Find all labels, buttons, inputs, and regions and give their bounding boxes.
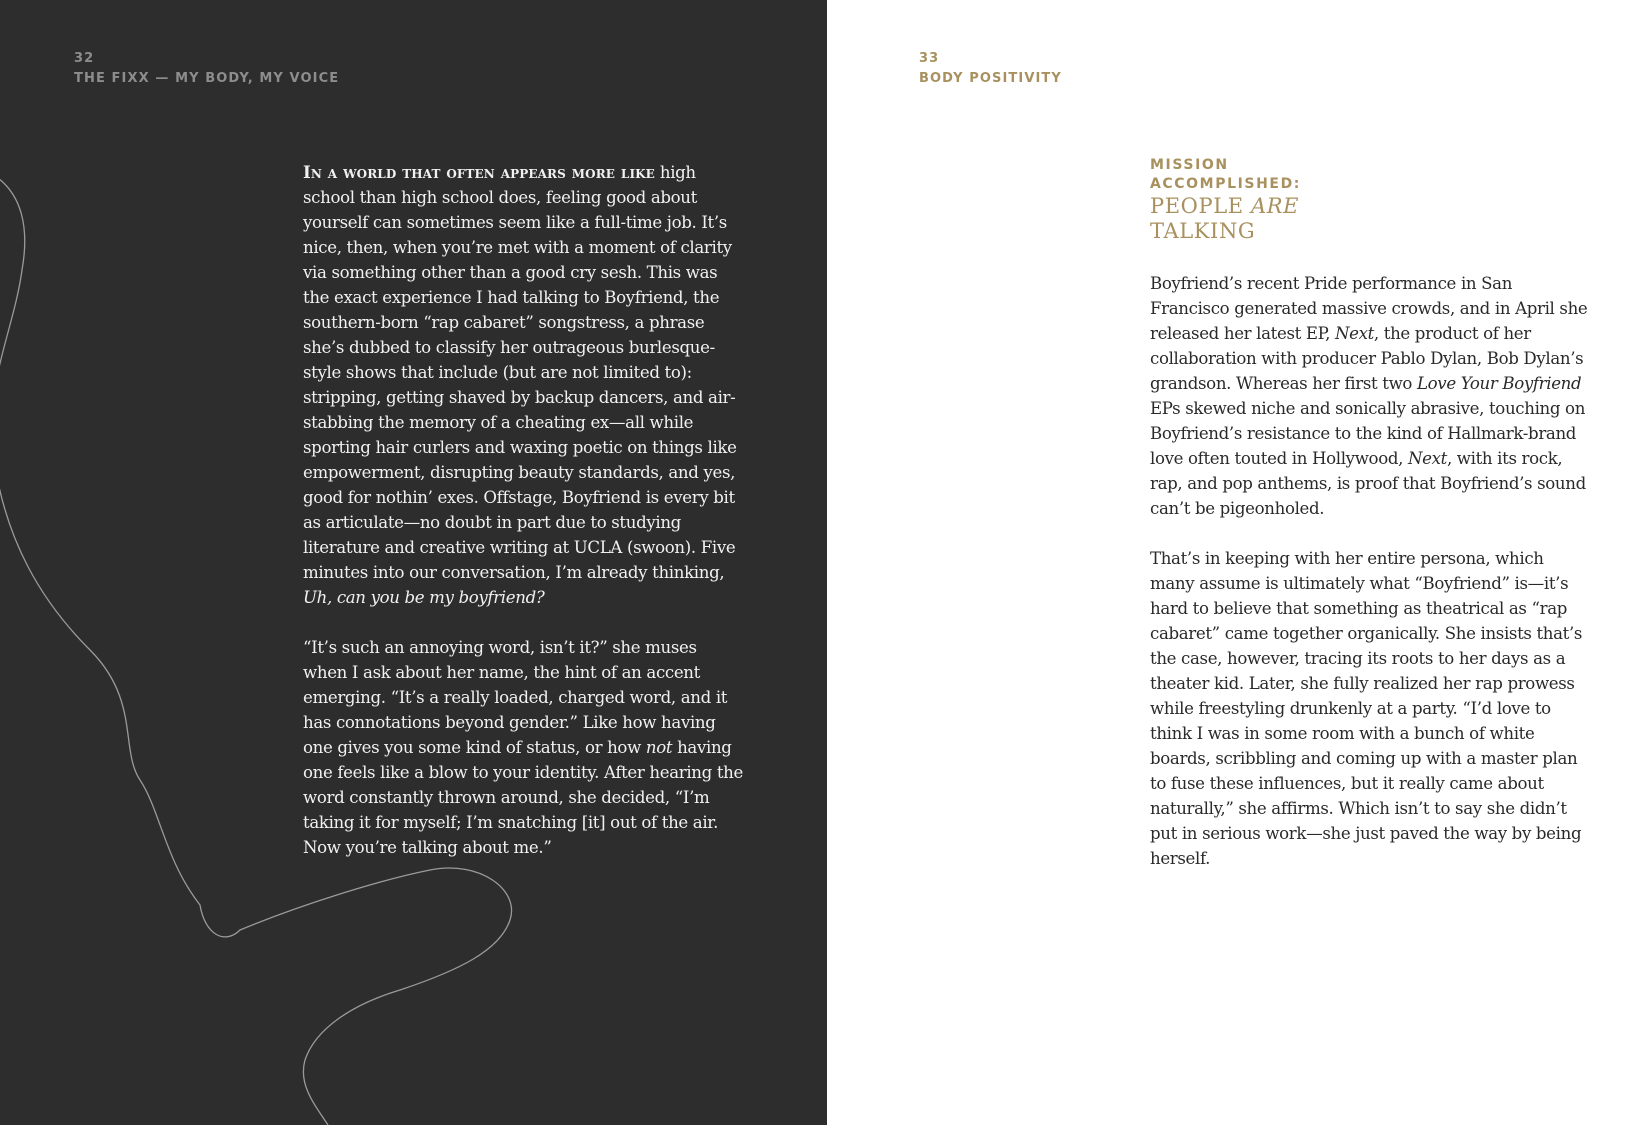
right-p1-italic-2: Love Your Boyfriend — [1417, 374, 1582, 393]
left-article-column — [303, 160, 743, 885]
headline-part-2: TALKING — [1150, 219, 1256, 243]
right-article-column — [1150, 156, 1590, 896]
right-p1-text-3: EPs skewed niche and sonically abrasive, touching on Boyfriend’s resistance to the kind of Hallmark-brand love often touted in Hollywood, — [1150, 399, 1586, 468]
left-p2-text-2: having one feels like a blow to your identity. After hearing the word constantly thrown around, she decided, “I’m taking it for myself; I’m snatching [it] out of the air. Now you’re talking about me.” — [303, 738, 743, 857]
left-paragraph-1 — [303, 160, 743, 610]
right-running-title: BODY POSITIVITY — [919, 71, 1062, 86]
left-running-title: THE FIXX — MY BODY, MY VOICE — [74, 71, 340, 86]
right-paragraph-2 — [1150, 546, 1590, 871]
headline-italic: ARE — [1250, 194, 1300, 218]
left-p1-italic: Uh, can you be my boyfriend? — [303, 588, 545, 607]
right-page — [827, 0, 1650, 1125]
left-running-head — [74, 49, 339, 89]
right-p1-italic-1: Next — [1334, 324, 1374, 343]
right-page-number: 33 — [919, 51, 940, 66]
left-p2-text-1: “It’s such an annoying word, isn’t it?” she muses when I ask about her name, the hint of an accent emerging. “It’s a really loaded, charged word, and it has connotations beyond gender.” Like how having one gives you some kind of status, or how — [303, 638, 728, 757]
right-running-head — [919, 49, 1062, 89]
right-p1-text-2: , the product of her collaboration with producer Pablo Dylan, Bob Dylan’s grandson. Whereas her first two — [1150, 324, 1584, 393]
section-kicker — [1150, 156, 1590, 194]
right-paragraph-1 — [1150, 271, 1590, 521]
left-p2-italic: not — [645, 738, 673, 757]
left-page-number: 32 — [74, 51, 95, 66]
kicker-line-1: MISSION — [1150, 157, 1229, 173]
left-paragraph-2 — [303, 635, 743, 860]
kicker-line-2: ACCOMPLISHED: — [1150, 176, 1301, 192]
right-p1-text-1: Boyfriend’s recent Pride performance in San Francisco generated massive crowds, and in April she released her latest EP, — [1150, 274, 1588, 343]
right-p2-text: That’s in keeping with her entire persona, which many assume is ultimately what “Boyfriend” is—it’s hard to believe that something as theatrical as “rap cabaret” came together organically. She insists that’s the case, however, tracing its roots to her days as a theater kid. Later, she fully realized her rap prowess while freestyling drunkenly at a party. “I’d love to think I was in some room with a bunch of white boards, scribbling and coming up with a master plan to fuse these influences, but it really came about naturally,” she affirms. Which isn’t to say she didn’t put in serious work—she just paved the way by being herself. — [1150, 549, 1583, 868]
section-headline — [1150, 194, 1590, 244]
lead-in-small-caps: In a world that often appears more like — [303, 162, 655, 182]
right-p1-italic-3: Next — [1407, 449, 1447, 468]
right-p1-text-4: , with its rock, rap, and pop anthems, is proof that Boyfriend’s sound can’t be pigeonholed. — [1150, 449, 1586, 518]
headline-part-1: PEOPLE — [1150, 194, 1251, 218]
left-p1-text: high school than high school does, feeling good about yourself can sometimes seem like a full-time job. It’s nice, then, when you’re met with a moment of clarity via something other than a good cry sesh. This was the exact experience I had talking to Boyfriend, the southern-born “rap cabaret” songstress, a phrase she’s dubbed to classify her outrageous burlesque-style shows that include (but are not limited to): stripping, getting shaved by backup dancers, and air-stabbing the memory of a cheating ex—all while sporting hair curlers and waxing poetic on things like empowerment, disrupting beauty standards, and yes, good for nothin’ exes. Offstage, Boyfriend is every bit as articulate—no doubt in part due to studying literature and creative writing at UCLA (swoon). Five minutes into our conversation, I’m already thinking, — [303, 163, 737, 582]
